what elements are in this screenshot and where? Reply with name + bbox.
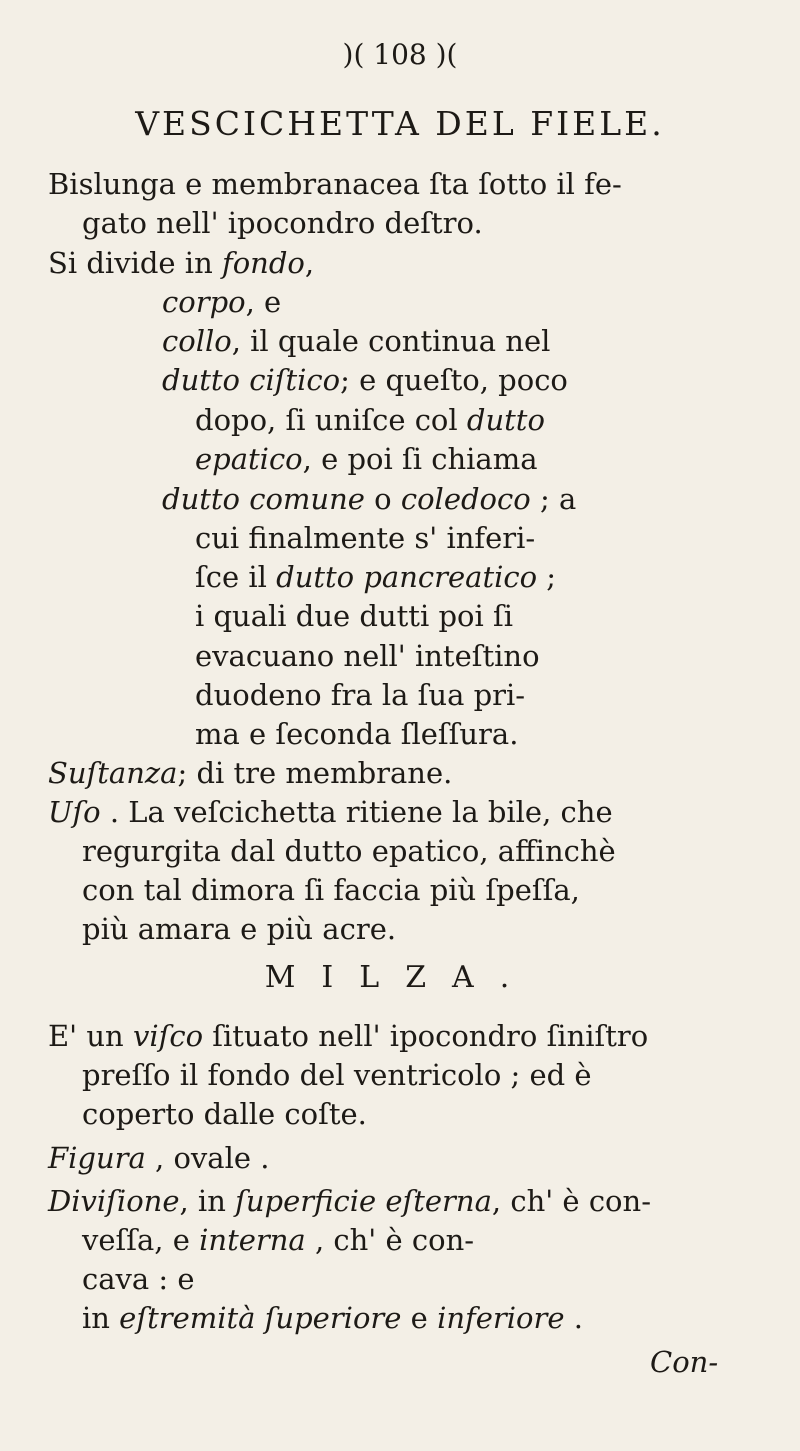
text-line: cava : e (82, 1262, 195, 1296)
text-line: ſce il dutto pancreatico ; (195, 560, 557, 594)
text-line: duodeno fra la ſua pri- (195, 678, 526, 712)
text-line: gato nell' ipocondro deſtro. (82, 206, 483, 240)
text-line: epatico, e poi ſi chiama (195, 442, 538, 476)
text-line: più amara e più acre. (82, 912, 397, 946)
text-line: dutto comune o coledoco ; a (162, 482, 577, 516)
page-number: )( 108 )( (342, 38, 458, 71)
text-line: coperto dalle coſte. (82, 1097, 367, 1131)
text-line: Suſtanza; di tre membrane. (48, 756, 453, 790)
text-line: Bislunga e membranacea ſta ſotto il fe- (48, 167, 622, 201)
text-line: preſſo il fondo del ventricolo ; ed è (82, 1058, 592, 1092)
text-line: dutto ciſtico; e queſto, poco (162, 363, 568, 397)
text-line: con tal dimora ſi faccia più ſpeſſa, (82, 873, 580, 907)
text-line: veſſa, e interna , ch' è con- (82, 1223, 475, 1257)
catchword: Con- (650, 1345, 719, 1379)
text-line: cui finalmente s' inferi- (195, 521, 536, 555)
text-line: evacuano nell' inteſtino (195, 639, 540, 673)
text-line: collo, il quale continua nel (162, 324, 551, 358)
section-title-milza: MILZA. (264, 960, 536, 995)
text-line: i quali due dutti poi ſi (195, 599, 513, 633)
text-line: Uſo . La veſcichetta ritiene la bile, che (48, 795, 613, 829)
text-line: regurgita dal dutto epatico, affinchè (82, 834, 616, 868)
section-title-vescichetta: VESCICHETTA DEL FIELE. (135, 104, 665, 143)
text-line: Diviſione, in ſuperficie eſterna, ch' è con- (48, 1184, 651, 1218)
text-line: E' un viſco ſituato nell' ipocondro ſiniſtro (48, 1019, 649, 1053)
text-line: in eſtremità ſuperiore e inferiore . (82, 1301, 583, 1335)
text-line: corpo, e (162, 285, 282, 319)
text-line: Si divide in fondo, (48, 246, 315, 280)
text-line: dopo, ſi uniſce col dutto (195, 403, 545, 437)
text-line: Figura , ovale . (48, 1141, 270, 1175)
text-line: ma e ſeconda ſleſſura. (195, 717, 519, 751)
